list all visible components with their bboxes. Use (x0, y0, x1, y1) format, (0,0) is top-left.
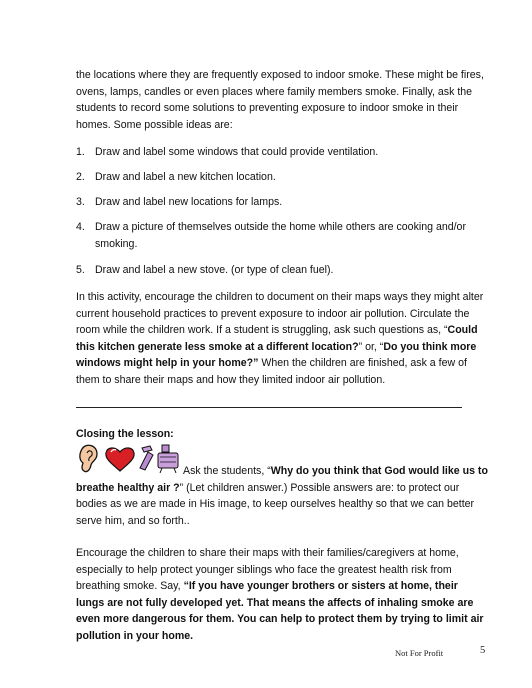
list-item (76, 194, 490, 211)
question-bold: Do you think more (383, 340, 477, 353)
quote-bold: even more dangerous for them. You can help to protect them by trying to limit air (76, 613, 484, 625)
closing-line: ” (Let children answer.) Possible answers are: to protect our (179, 481, 460, 494)
list-number: 2. (76, 171, 85, 183)
list-number: 5. (76, 264, 85, 276)
list-item (76, 169, 490, 186)
closing-line: breathing smoke. Say, (76, 580, 184, 592)
intro-paragraph (76, 67, 490, 133)
page-number: 5 (480, 645, 486, 656)
activity-line: In this activity, encourage the children to document on their maps ways they might alter (76, 291, 484, 303)
intro-line: students to record some solutions to preventing exposure to indoor smoke in their (76, 102, 459, 114)
list-item (76, 262, 490, 279)
intro-line: homes. Some possible ideas are: (76, 118, 233, 131)
list-item (76, 144, 490, 161)
closing-line: Encourage the children to share their maps with their families/caregivers at home, (76, 547, 459, 559)
activity-line: room while the children work. If a student is struggling, ask such questions as, “ (76, 324, 448, 336)
quote-bold: pollution in your home. (76, 629, 194, 642)
quote-bold: “If you have younger brothers or sisters at home, their (183, 580, 458, 592)
question-bold: breathe healthy air ? (76, 481, 180, 494)
list-text: Draw a picture of themselves outside the home while others are cooking and/or (95, 221, 466, 233)
intro-line: ovens, lamps, candles or even places where family members smoke. Finally, ask the (76, 85, 473, 98)
closing-heading (76, 426, 490, 443)
quote-bold: lungs are not fully developed yet. That means the affects of inhaling smoke are (76, 596, 474, 609)
list-number: 3. (76, 196, 85, 208)
activity-line: them to share their maps and how they limited indoor air pollution. (76, 373, 386, 386)
closing-line: bodies as we are made in His image, to keep ourselves healthy so that we can better (76, 498, 475, 510)
activity-line: ” or, “ (358, 340, 384, 353)
question-bold: Why do you think that God would like us to (270, 465, 488, 477)
list-text: Draw and label new locations for lamps. (95, 196, 283, 208)
list-number: 1. (76, 146, 85, 158)
activity-paragraph (76, 289, 490, 388)
activity-line: When the children are finished, ask a few of (258, 357, 467, 369)
section-divider (76, 407, 462, 408)
list-number: 4. (76, 221, 85, 233)
list-text: Draw and label a new kitchen location. (95, 171, 276, 183)
encourage-paragraph (76, 545, 490, 644)
activity-line: current household practices to prevent exposure to indoor air pollution. Circulate the (76, 307, 470, 320)
question-bold: Could (447, 324, 478, 336)
list-text: smoking. (95, 237, 138, 250)
closing-line: especially to help protect younger siblings who face the greatest health risk from (76, 563, 452, 576)
footer-label: Not For Profit (395, 648, 444, 658)
closing-line: Ask the students, “ (183, 465, 271, 477)
list-item (76, 219, 490, 252)
closing-line: serve him, and so forth.. (76, 514, 190, 527)
list-text: Draw and label some windows that could provide ventilation. (95, 146, 379, 158)
intro-line: the locations where they are frequently exposed to indoor smoke. These might be fires, (76, 69, 484, 81)
question-bold: this kitchen generate less smoke at a different location? (76, 340, 359, 353)
closing-paragraph (76, 463, 490, 529)
question-bold: windows might help in your home?” (76, 357, 259, 369)
list-text: Draw and label a new stove. (or type of clean fuel). (95, 264, 334, 276)
closing-heading-text: Closing the lesson: (76, 428, 174, 440)
